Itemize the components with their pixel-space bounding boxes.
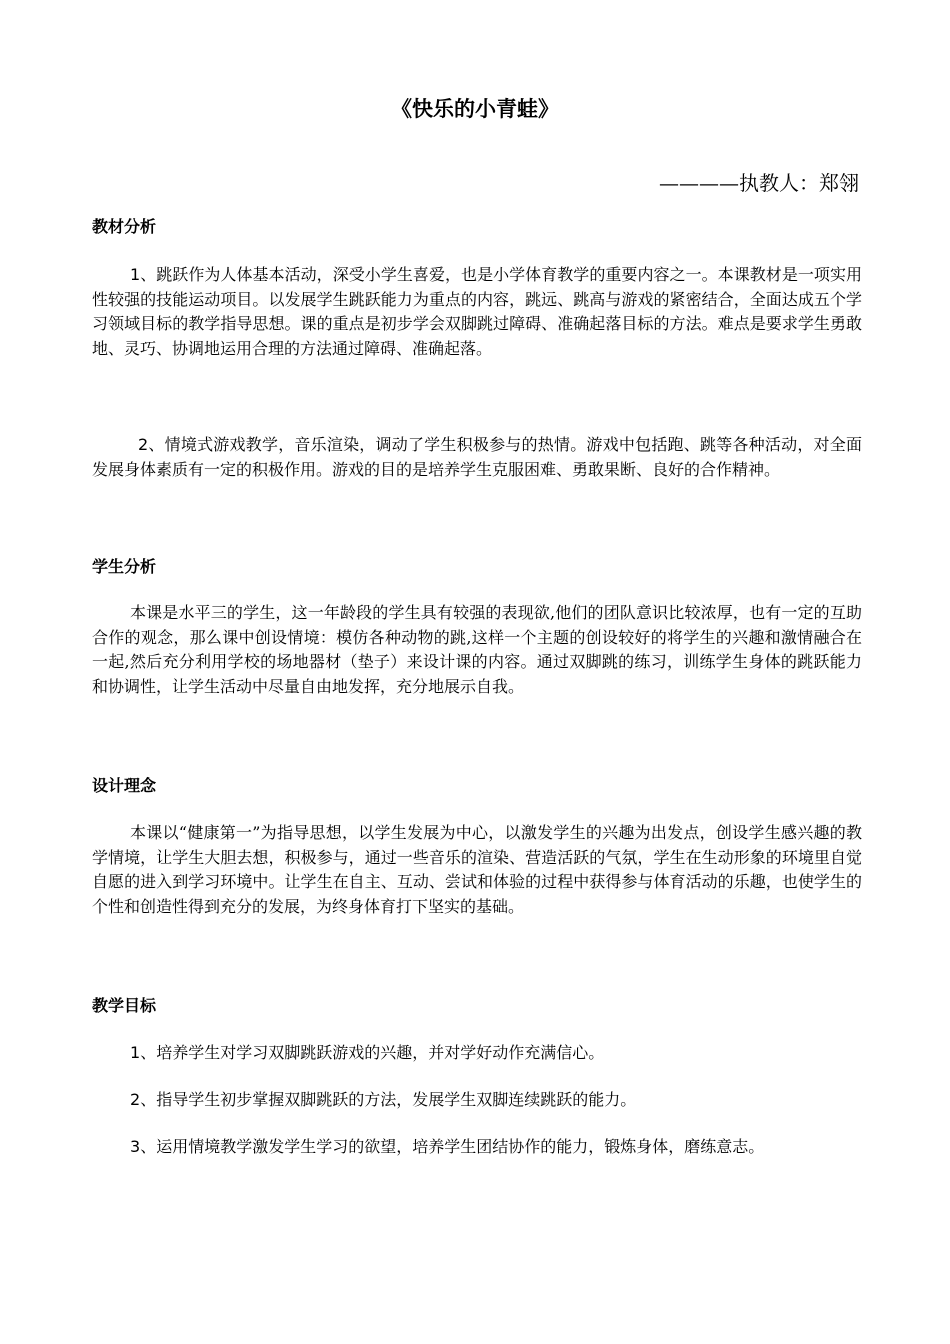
heading-teaching-goals: 教学目标 [92, 996, 157, 1015]
goal-text: 、运用情境教学激发学生学习的欲望，培养学生团结协作的能力，锻炼身体，磨练意志。 [140, 1137, 765, 1156]
paragraph-number: 2 [138, 435, 149, 454]
goal-number: 3 [130, 1137, 141, 1156]
author-line: ————执教人：郑翎 [659, 171, 859, 195]
goal-number: 1 [130, 1043, 141, 1062]
goal-number: 2 [130, 1090, 141, 1109]
material-paragraph-2 [92, 433, 862, 482]
material-paragraph-1 [92, 263, 862, 361]
design-concept-paragraph: 本课以“健康第一”为指导思想，以学生发展为中心，以激发学生的兴趣为出发点，创设学生感兴趣的教学情境，让学生大胆去想，积极参与，通过一些音乐的渲染、营造活跃的气氛，学生在生动形象的环境里自觉自愿的进入到学习环境中。让学生在自主、互动、尝试和体验的过程中获得参与体育活动的乐趣，也使学生的个性和创造性得到充分的发展，为终身体育打下坚实的基础。 [92, 823, 862, 916]
student-analysis-paragraph: 本课是水平三的学生，这一年龄段的学生具有较强的表现欲,他们的团队意识比较浓厚，也有一定的互助合作的观念，那么课中创设情境：模仿各种动物的跳,这样一个主题的创设较好的将学生的兴趣和激情融合在一起,然后充分利用学校的场地器材（垫子）来设计课的内容。通过双脚跳的练习，训练学生身体的跳跃能力和协调性，让学生活动中尽量自由地发挥，充分地展示自我。 [92, 603, 862, 696]
goal-item [130, 1041, 870, 1065]
goal-item [130, 1135, 870, 1159]
goal-text: 、培养学生对学习双脚跳跃游戏的兴趣，并对学好动作充满信心。 [140, 1043, 605, 1062]
paragraph-text: 、情境式游戏教学，音乐渲染，调动了学生积极参与的热情。游戏中包括跑、跳等各种活动，对全面发展身体素质有一定的积极作用。游戏的目的是培养学生克服困难、勇敢果断、良好的合作精神。 [92, 435, 862, 479]
goal-text: 、指导学生初步掌握双脚跳跃的方法，发展学生双脚连续跳跃的能力。 [140, 1090, 637, 1109]
paragraph-number: 1 [130, 265, 141, 284]
heading-material-analysis: 教材分析 [92, 217, 157, 236]
goal-item [130, 1088, 870, 1112]
heading-design-concept: 设计理念 [92, 776, 157, 795]
paragraph-text: 、跳跃作为人体基本活动，深受小学生喜爱，也是小学体育教学的重要内容之一。本课教材是一项实用性较强的技能运动项目。以发展学生跳跃能力为重点的内容，跳远、跳高与游戏的紧密结合，全面达成五个学习领域目标的教学指导思想。课的重点是初步学会双脚跳过障碍、准确起落目标的方法。难点是要求学生勇敢地、灵巧、协调地运用合理的方法通过障碍、准确起落。 [92, 265, 862, 358]
heading-student-analysis: 学生分析 [92, 557, 157, 576]
document-title: 《快乐的小青蛙》 [391, 97, 559, 121]
